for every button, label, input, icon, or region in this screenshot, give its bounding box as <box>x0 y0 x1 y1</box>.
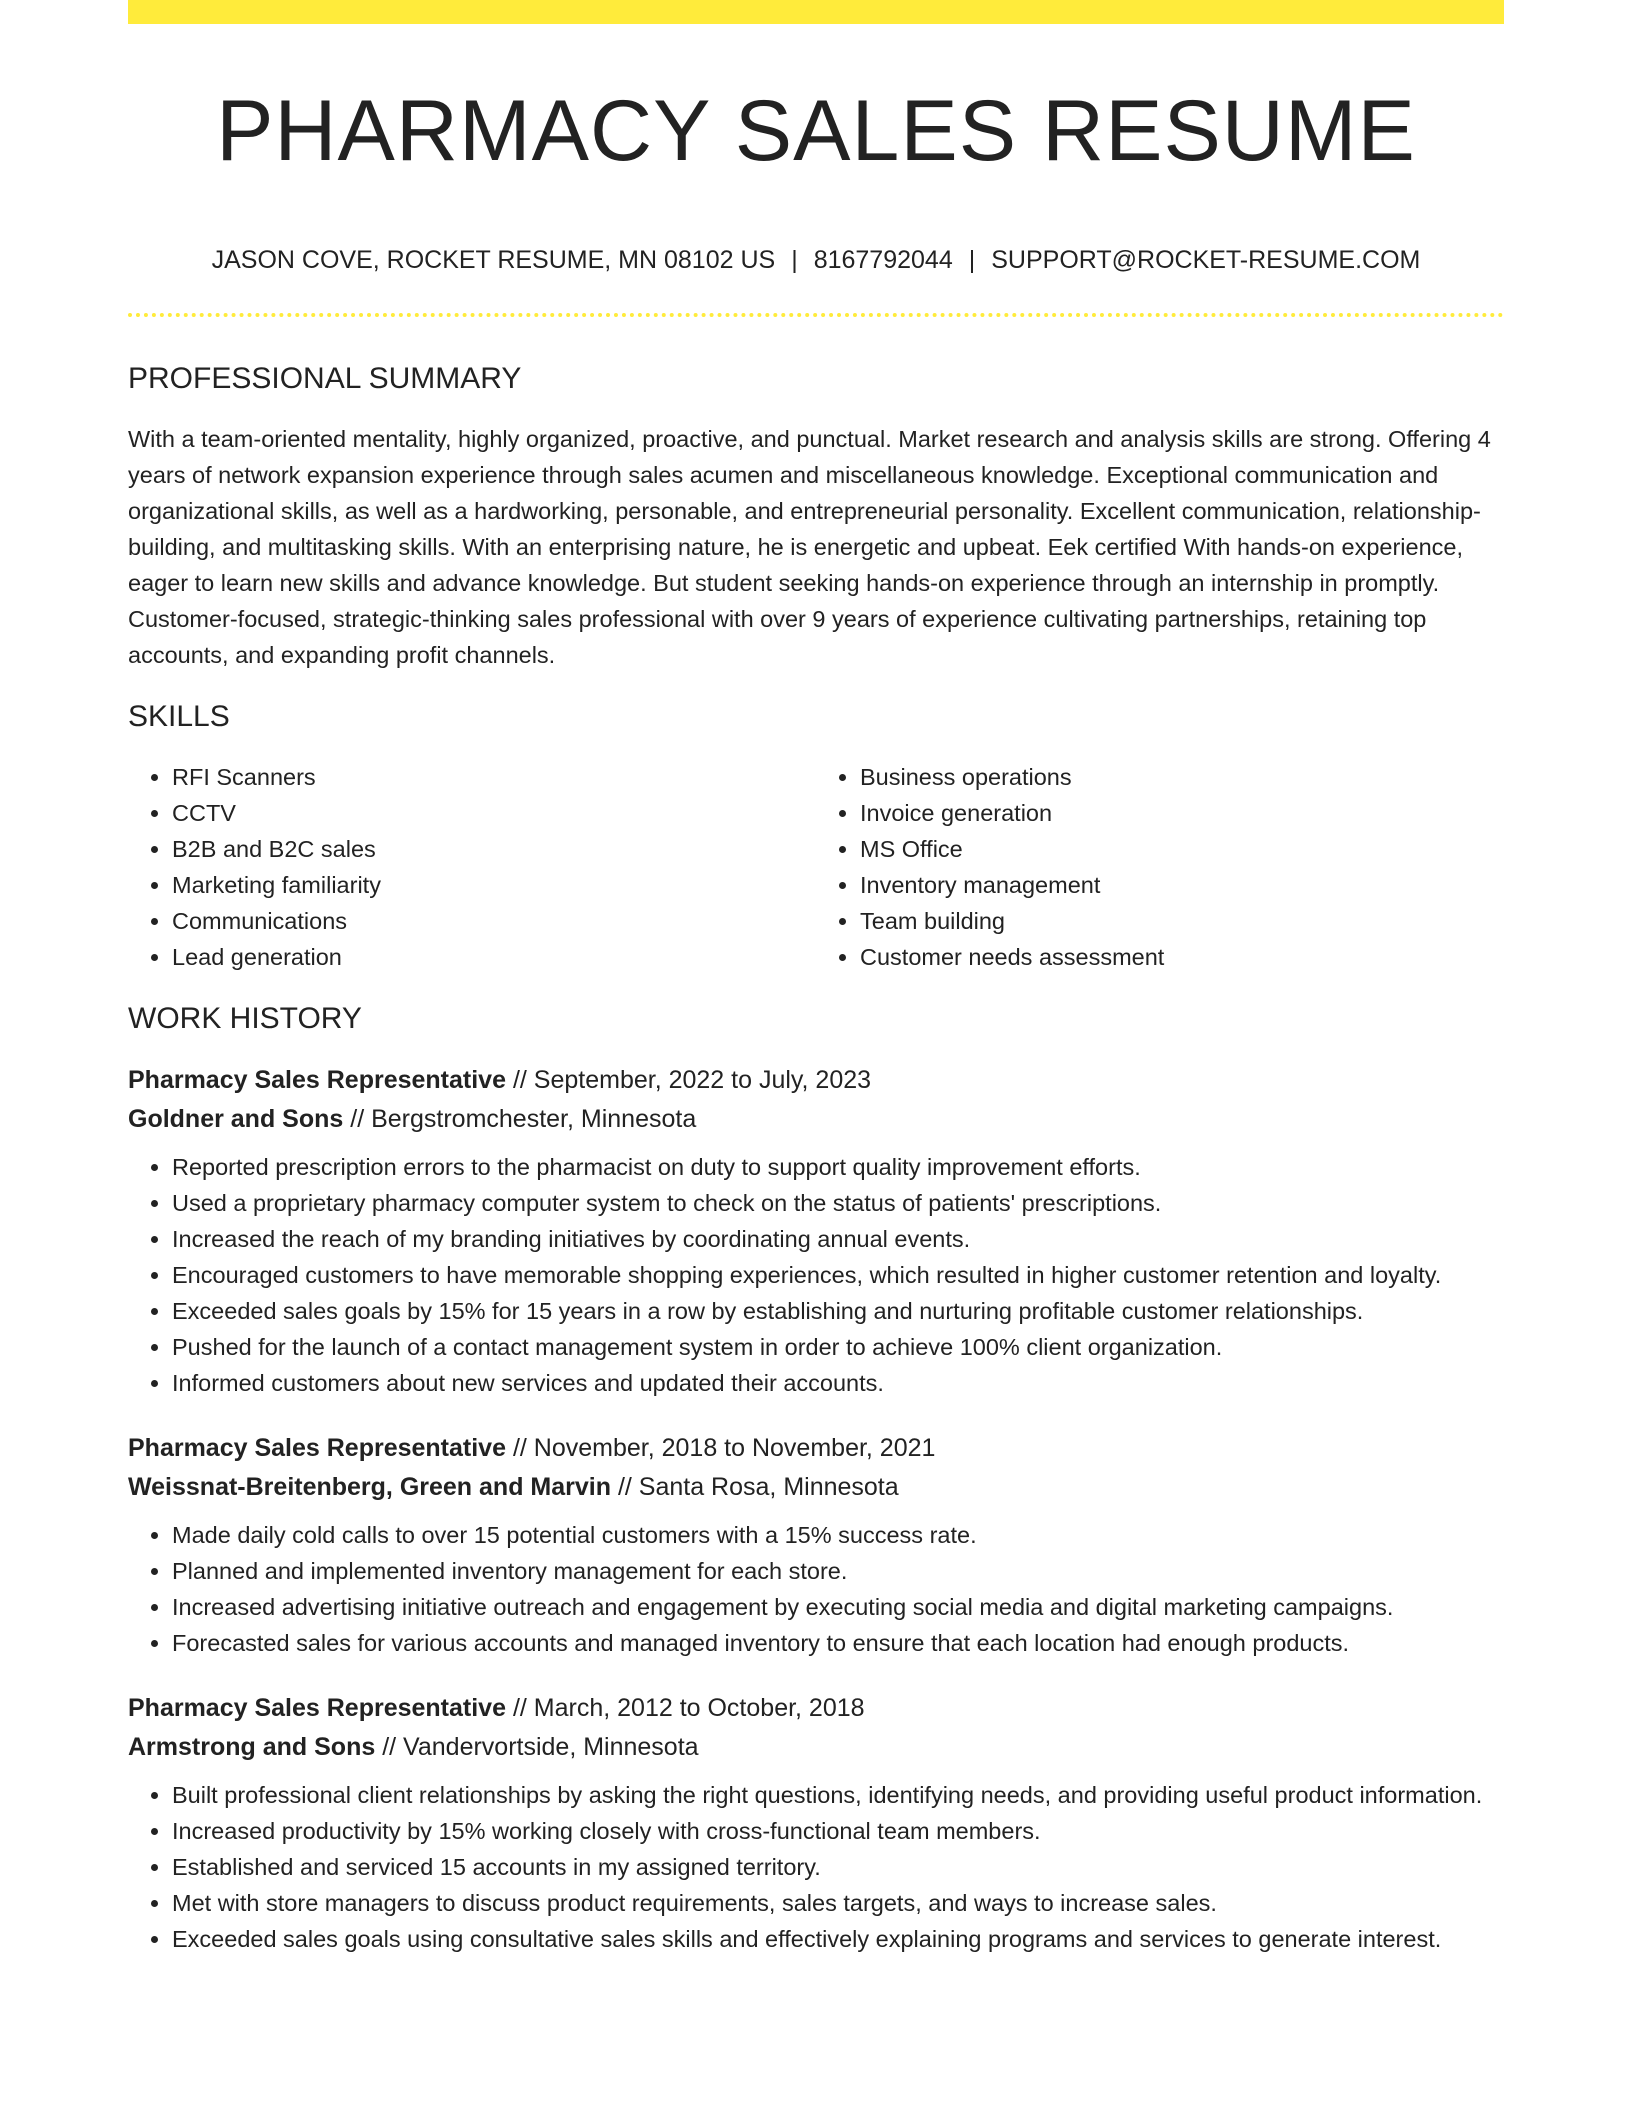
job-company: Weissnat-Breitenberg, Green and Marvin <box>128 1473 611 1502</box>
job-bullet: • Exceeded sales goals by 15% for 15 years in a row by establishing and nurturing profitable customer relationships. <box>172 1293 1504 1329</box>
job-title-line <box>128 1429 1504 1468</box>
dotted-divider <box>128 313 1504 317</box>
skill-item: • Business operations <box>860 759 1504 795</box>
job-dates: // March, 2012 to October, 2018 <box>506 1694 865 1723</box>
job-company-line <box>128 1728 1504 1767</box>
job-dates: // September, 2022 to July, 2023 <box>506 1066 872 1095</box>
job-location: // Bergstromchester, Minnesota <box>343 1105 697 1134</box>
contact-email: SUPPORT@ROCKET-RESUME.COM <box>991 246 1421 275</box>
job-title-line <box>128 1689 1504 1728</box>
job-bullet: • Increased productivity by 15% working closely with cross-functional team members. <box>172 1813 1504 1849</box>
job-company-line <box>128 1100 1504 1139</box>
job-bullet: • Made daily cold calls to over 15 potential customers with a 15% success rate. <box>172 1517 1504 1553</box>
job-bullet: • Forecasted sales for various accounts and managed inventory to ensure that each location had enough products. <box>172 1625 1504 1661</box>
job-title: Pharmacy Sales Representative <box>128 1066 506 1095</box>
job-company-line <box>128 1468 1504 1507</box>
skill-item: • Customer needs assessment <box>860 939 1504 975</box>
contact-line <box>128 245 1504 275</box>
job-title: Pharmacy Sales Representative <box>128 1434 506 1463</box>
skill-item: • Inventory management <box>860 867 1504 903</box>
skills-heading: SKILLS <box>128 700 230 734</box>
skill-item: • Team building <box>860 903 1504 939</box>
job-bullet-list <box>128 1149 1504 1401</box>
job-entry <box>128 1061 1504 1401</box>
contact-separator: | <box>791 246 798 275</box>
skill-item: • Lead generation <box>172 939 816 975</box>
job-bullet: • Reported prescription errors to the pharmacist on duty to support quality improvement efforts. <box>172 1149 1504 1185</box>
skills-list-left <box>128 759 816 975</box>
skill-item: • Communications <box>172 903 816 939</box>
summary-heading: PROFESSIONAL SUMMARY <box>128 362 522 396</box>
job-bullet: • Planned and implemented inventory management for each store. <box>172 1553 1504 1589</box>
job-title: Pharmacy Sales Representative <box>128 1694 506 1723</box>
job-entry <box>128 1429 1504 1661</box>
job-bullet: • Exceeded sales goals using consultative sales skills and effectively explaining programs and services to generate interest. <box>172 1921 1504 1957</box>
contact-address: JASON COVE, ROCKET RESUME, MN 08102 US <box>211 246 776 275</box>
job-bullet: • Increased the reach of my branding initiatives by coordinating annual events. <box>172 1221 1504 1257</box>
job-location: // Vandervortside, Minnesota <box>375 1733 699 1762</box>
job-bullet: • Used a proprietary pharmacy computer system to check on the status of patients' prescriptions. <box>172 1185 1504 1221</box>
job-dates: // November, 2018 to November, 2021 <box>506 1434 936 1463</box>
job-bullet: • Encouraged customers to have memorable shopping experiences, which resulted in higher customer retention and loyalty. <box>172 1257 1504 1293</box>
page-title: PHARMACY SALES RESUME <box>216 83 1416 179</box>
summary-text: With a team-oriented mentality, highly organized, proactive, and punctual. Market research and analysis skills are strong. Offering 4 years of network expansion experience through sales acumen and miscellaneous knowledge. Exceptional communication and organizational skills, as well as a hardworking, personable, and entrepreneurial personality. Excellent communication, relationship-building, and multitasking skills. With an enterprising nature, he is energetic and upbeat. Eek certified With hands-on experience, eager to learn new skills and advance knowledge. But student seeking hands-on experience through an internship in promptly. Customer-focused, strategic-thinking sales professional with over 9 years of experience cultivating partnerships, retaining top accounts, and expanding profit channels. <box>128 426 1491 669</box>
skills-list-right <box>816 759 1504 975</box>
job-entry <box>128 1689 1504 1957</box>
skill-item: • Marketing familiarity <box>172 867 816 903</box>
skill-item: • MS Office <box>860 831 1504 867</box>
job-bullet: • Increased advertising initiative outreach and engagement by executing social media and digital marketing campaigns. <box>172 1589 1504 1625</box>
job-bullet: • Pushed for the launch of a contact management system in order to achieve 100% client organization. <box>172 1329 1504 1365</box>
contact-phone: 8167792044 <box>813 246 953 275</box>
skill-item: • RFI Scanners <box>172 759 816 795</box>
skill-item: • CCTV <box>172 795 816 831</box>
job-bullet: • Informed customers about new services and updated their accounts. <box>172 1365 1504 1401</box>
job-location: // Santa Rosa, Minnesota <box>611 1473 899 1502</box>
job-bullet: • Built professional client relationships by asking the right questions, identifying needs, and providing useful product information. <box>172 1777 1504 1813</box>
job-bullet-list <box>128 1777 1504 1957</box>
resume-page <box>128 0 1504 2112</box>
work-history-heading: WORK HISTORY <box>128 1002 362 1036</box>
contact-separator: | <box>968 246 976 275</box>
job-bullet-list <box>128 1517 1504 1661</box>
job-title-line <box>128 1061 1504 1100</box>
skills-grid <box>128 759 1504 975</box>
top-accent-bar <box>128 0 1504 24</box>
skill-item: • B2B and B2C sales <box>172 831 816 867</box>
job-bullet: • Established and serviced 15 accounts in my assigned territory. <box>172 1849 1504 1885</box>
job-company: Armstrong and Sons <box>128 1733 376 1762</box>
skill-item: • Invoice generation <box>860 795 1504 831</box>
job-company: Goldner and Sons <box>128 1105 344 1134</box>
job-bullet: • Met with store managers to discuss product requirements, sales targets, and ways to increase sales. <box>172 1885 1504 1921</box>
